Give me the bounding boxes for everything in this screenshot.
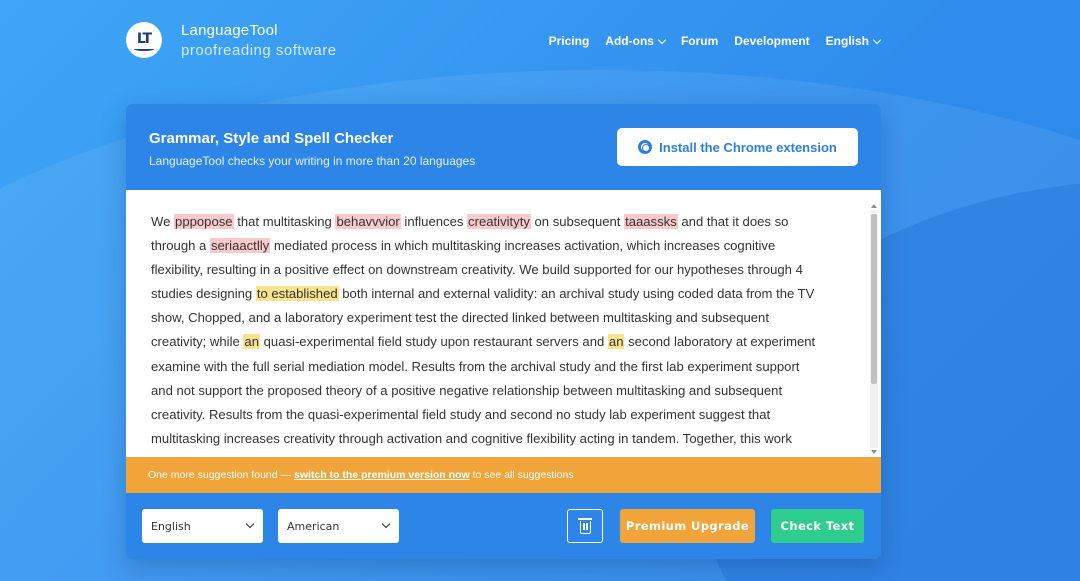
spelling-error-highlight[interactable]: seriaactlly <box>210 238 270 254</box>
nav-item-development[interactable] <box>734 34 809 48</box>
card-header <box>126 104 881 190</box>
spelling-error-highlight[interactable]: behavvvior <box>336 214 400 229</box>
chevron-down-icon <box>873 35 881 43</box>
editor-line <box>151 427 851 451</box>
nav-label: Add-ons <box>605 34 654 48</box>
card-footer <box>126 493 881 559</box>
scroll-down-arrow-icon[interactable] <box>871 450 877 454</box>
logo-text: LT <box>136 30 152 47</box>
editor-line <box>151 258 851 282</box>
editor-textarea[interactable] <box>151 210 851 454</box>
editor-line <box>151 210 851 234</box>
editor-line <box>151 282 851 306</box>
nav-item-add-ons[interactable] <box>605 34 665 48</box>
site-header <box>0 0 1080 90</box>
text-segment: through a <box>151 238 210 254</box>
text-segment: influences <box>400 214 468 229</box>
text-segment: on subsequent <box>530 214 625 229</box>
editor-line <box>151 379 851 403</box>
grammar-suggestion-highlight[interactable]: an <box>608 334 624 350</box>
trash-icon <box>580 521 591 534</box>
premium-upgrade-button[interactable]: Premium Upgrade <box>620 509 755 543</box>
language-select[interactable] <box>142 509 263 543</box>
chevron-down-icon <box>382 520 390 528</box>
nav-label: Development <box>734 34 810 48</box>
text-editor[interactable] <box>126 190 881 457</box>
grammar-suggestion-highlight[interactable]: an <box>244 334 259 350</box>
main-nav <box>549 34 880 48</box>
text-segment: creativity. Results from the quasi-experimental field study and second no study lab experiment suggest that <box>151 406 771 422</box>
scrollbar-thumb[interactable] <box>871 214 877 384</box>
install-chrome-extension-button[interactable] <box>617 128 858 166</box>
text-segment: and not support the proposed theory of a positive negative relationship between multitasking and subsequent <box>151 382 783 398</box>
text-segment: second laboratory at experiment <box>624 334 816 350</box>
grammar-suggestion-highlight[interactable]: to established <box>256 286 338 302</box>
nav-label: Pricing <box>548 34 590 48</box>
text-segment: that multitasking <box>233 214 336 229</box>
variant-select[interactable] <box>278 509 399 543</box>
language-select-value: English <box>151 519 191 533</box>
nav-item-language[interactable] <box>826 34 880 48</box>
text-segment: flexibility, resulting in a positive effect on downstream creativity. We build supported for our hypotheses through 4 <box>151 262 803 278</box>
languagetool-logo-icon[interactable] <box>126 22 162 58</box>
brand-subtitle: proofreading software <box>181 42 337 59</box>
nav-label: Forum <box>680 34 719 48</box>
text-segment: studies designing <box>151 286 256 302</box>
text-segment: both internal and external validity: an archival study using coded data from the TV <box>338 286 815 302</box>
chevron-down-icon <box>246 520 254 528</box>
chrome-button-label: Install the Chrome extension <box>659 139 837 155</box>
editor-line <box>151 330 851 354</box>
editor-line <box>151 355 851 379</box>
variant-select-value: American <box>287 519 340 533</box>
scroll-up-arrow-icon[interactable] <box>871 204 877 208</box>
editor-line <box>151 234 851 258</box>
spelling-error-highlight[interactable]: creativityty <box>468 214 530 229</box>
notice-suffix: to see all suggestions <box>472 469 574 481</box>
nav-item-forum[interactable] <box>681 34 718 48</box>
text-segment: and that it does so <box>677 214 789 229</box>
spelling-error-highlight[interactable]: taaassks <box>625 214 677 229</box>
editor-line <box>151 403 851 427</box>
clear-text-button[interactable] <box>567 509 603 543</box>
brand-name[interactable]: LanguageTool <box>181 22 278 39</box>
nav-label: English <box>825 34 869 48</box>
premium-notice-bar <box>126 457 881 493</box>
editor-line <box>151 306 851 330</box>
logo-wave-icon <box>134 47 154 51</box>
chrome-icon <box>638 140 652 154</box>
card-title: Grammar, Style and Spell Checker <box>149 130 394 147</box>
text-segment: examine with the full serial mediation model. Results from the archival study and the first lab experiment support <box>151 358 800 374</box>
text-segment: mediated process in which multitasking increases activation, which increases cognitive <box>270 238 776 254</box>
text-segment: show, Chopped, and a laboratory experiment test the directed linked between multitasking and subsequent <box>151 310 769 326</box>
nav-item-pricing[interactable] <box>549 34 590 48</box>
premium-link[interactable]: switch to the premium version now <box>294 469 470 481</box>
text-segment: We <box>151 214 175 229</box>
text-segment: multitasking increases creativity through activation and cognitive flexibility acting in tandem. Together, this work <box>151 430 792 446</box>
chevron-down-icon <box>658 35 666 43</box>
notice-prefix: One more suggestion found — <box>148 469 292 481</box>
check-text-button[interactable]: Check Text <box>771 509 864 543</box>
text-segment: quasi-experimental field study upon restaurant servers and <box>260 334 608 350</box>
card-subtitle: LanguageTool checks your writing in more than 20 languages <box>149 154 476 168</box>
checker-card <box>126 104 881 559</box>
spelling-error-highlight[interactable]: pppopose <box>175 214 233 229</box>
text-segment: creativity; while <box>151 334 244 350</box>
editor-scrollbar[interactable] <box>870 210 878 448</box>
